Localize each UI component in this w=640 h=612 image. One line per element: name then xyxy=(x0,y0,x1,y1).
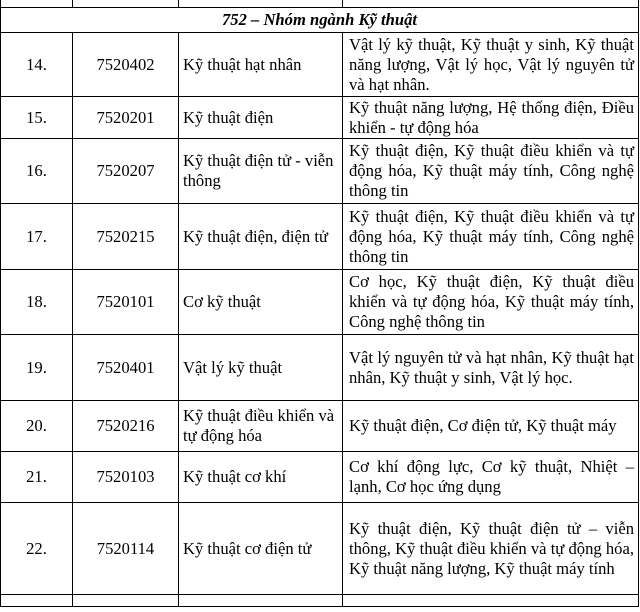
group-header-row xyxy=(1,8,639,33)
major-code: 7520114 xyxy=(73,503,179,595)
table-cell xyxy=(73,0,179,8)
table-cell xyxy=(1,0,73,8)
major-code: 7520103 xyxy=(73,452,179,503)
row-number: 14. xyxy=(1,33,73,97)
table-row xyxy=(1,503,639,595)
row-number: 17. xyxy=(1,204,73,270)
table-cell xyxy=(343,595,639,607)
major-name: Kỹ thuật điều khiển và tự động hóa xyxy=(179,401,343,452)
major-code: 7520201 xyxy=(73,97,179,139)
row-number: 21. xyxy=(1,452,73,503)
table-row xyxy=(1,270,639,335)
related-majors: Vật lý nguyên tử và hạt nhân, Kỹ thuật hạt nhân, Kỹ thuật y sinh, Vật lý học. xyxy=(343,335,639,401)
table-row xyxy=(1,33,639,97)
related-majors: Kỹ thuật điện, Cơ điện tử, Kỹ thuật máy xyxy=(343,401,639,452)
row-number: 19. xyxy=(1,335,73,401)
related-majors: Kỹ thuật điện, Kỹ thuật điều khiển và tự động hóa, Kỹ thuật máy tính, Công nghệ thông tin xyxy=(343,139,639,204)
table-row xyxy=(1,204,639,270)
table-top-edge-row xyxy=(1,0,639,8)
row-number: 20. xyxy=(1,401,73,452)
table-row xyxy=(1,139,639,204)
major-code: 7520402 xyxy=(73,33,179,97)
major-name: Kỹ thuật hạt nhân xyxy=(179,33,343,97)
table-row xyxy=(1,97,639,139)
major-name: Kỹ thuật điện xyxy=(179,97,343,139)
row-number: 18. xyxy=(1,270,73,335)
table-row-partial xyxy=(1,595,639,607)
table-row xyxy=(1,335,639,401)
related-majors: Kỹ thuật điện, Kỹ thuật điều khiển và tự động hóa, Kỹ thuật máy tính, Công nghệ thông tin xyxy=(343,204,639,270)
table-row xyxy=(1,401,639,452)
row-number: 16. xyxy=(1,139,73,204)
major-code: 7520207 xyxy=(73,139,179,204)
table-row xyxy=(1,452,639,503)
related-majors: Kỹ thuật điện, Kỹ thuật điện tử – viễn thông, Kỹ thuật điều khiển và tự động hóa, Kỹ thuật năng lượng, Kỹ thuật máy tính xyxy=(343,503,639,595)
major-name: Kỹ thuật điện, điện tử xyxy=(179,204,343,270)
major-name: Kỹ thuật cơ điện tử xyxy=(179,503,343,595)
major-code: 7520215 xyxy=(73,204,179,270)
group-header: 752 – Nhóm ngành Kỹ thuật xyxy=(1,8,639,33)
major-code: 7520401 xyxy=(73,335,179,401)
related-majors: Cơ học, Kỹ thuật điện, Kỹ thuật điều khiển và tự động hóa, Kỹ thuật máy tính, Công nghệ thông tin xyxy=(343,270,639,335)
related-majors: Cơ khí động lực, Cơ kỹ thuật, Nhiệt – lạnh, Cơ học ứng dụng xyxy=(343,452,639,503)
table-cell xyxy=(1,595,73,607)
major-code: 7520101 xyxy=(73,270,179,335)
row-number: 15. xyxy=(1,97,73,139)
related-majors: Kỹ thuật năng lượng, Hệ thống điện, Điều khiển - tự động hóa xyxy=(343,97,639,139)
table-cell xyxy=(343,0,639,8)
major-name: Vật lý kỹ thuật xyxy=(179,335,343,401)
table-cell xyxy=(179,595,343,607)
related-majors: Vật lý kỹ thuật, Kỹ thuật y sinh, Kỹ thuật năng lượng, Vật lý học, Vật lý nguyên tử và hạt nhân. xyxy=(343,33,639,97)
major-name: Kỹ thuật cơ khí xyxy=(179,452,343,503)
table-cell xyxy=(179,0,343,8)
major-name: Cơ kỹ thuật xyxy=(179,270,343,335)
row-number: 22. xyxy=(1,503,73,595)
major-code: 7520216 xyxy=(73,401,179,452)
table-cell xyxy=(73,595,179,607)
major-name: Kỹ thuật điện tử - viễn thông xyxy=(179,139,343,204)
